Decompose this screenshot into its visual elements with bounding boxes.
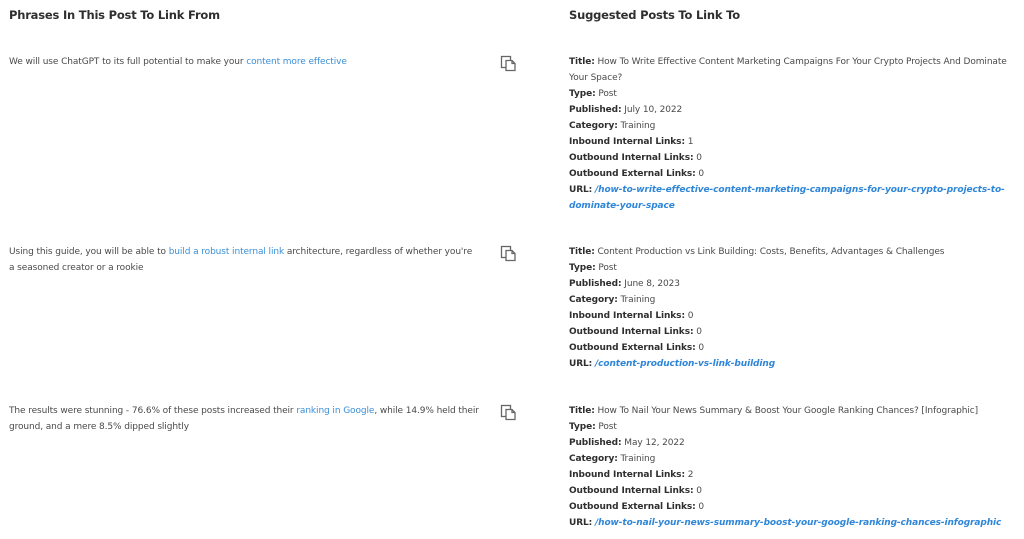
post-title: How To Write Effective Content Marketing Campaigns For Your Crypto Projects And Dominate Your Space? — [569, 57, 1007, 83]
external-links-label: Outbound External Links: — [569, 502, 696, 512]
outbound-links-label: Outbound Internal Links: — [569, 327, 694, 337]
post-published-date: July 10, 2022 — [624, 105, 683, 115]
copy-icon[interactable] — [500, 245, 517, 262]
post-published-date: June 8, 2023 — [624, 279, 680, 289]
inbound-links-label: Inbound Internal Links: — [569, 137, 685, 147]
type-label: Type: — [569, 422, 596, 432]
phrase-text — [9, 403, 479, 435]
copy-icon[interactable] — [500, 55, 517, 72]
phrase-link[interactable]: content more effective — [246, 57, 347, 67]
post-category: Training — [620, 454, 656, 464]
post-type: Post — [598, 263, 617, 273]
category-label: Category: — [569, 121, 618, 131]
type-label: Type: — [569, 89, 596, 99]
external-links-count: 0 — [698, 169, 705, 179]
outbound-links-count: 0 — [696, 153, 702, 163]
url-label: URL: — [569, 518, 593, 528]
inbound-links-count: 0 — [687, 311, 694, 321]
title-label: Title: — [569, 247, 595, 257]
outbound-links-label: Outbound Internal Links: — [569, 486, 694, 496]
phrase-text — [9, 54, 479, 70]
inbound-links-count: 1 — [687, 137, 694, 147]
inbound-links-label: Inbound Internal Links: — [569, 470, 685, 480]
post-published-date: May 12, 2022 — [624, 438, 685, 448]
url-label: URL: — [569, 185, 593, 195]
phrases-column-header: Phrases In This Post To Link From — [9, 8, 220, 22]
title-label: Title: — [569, 57, 595, 67]
published-label: Published: — [569, 105, 622, 115]
category-label: Category: — [569, 295, 618, 305]
inbound-links-count: 2 — [687, 470, 694, 480]
external-links-label: Outbound External Links: — [569, 343, 696, 353]
suggested-post — [569, 403, 1017, 531]
suggested-post — [569, 244, 1017, 372]
external-links-label: Outbound External Links: — [569, 169, 696, 179]
type-label: Type: — [569, 263, 596, 273]
external-links-count: 0 — [698, 343, 705, 353]
suggested-posts-column-header: Suggested Posts To Link To — [569, 8, 740, 22]
phrase-text-before: Using this guide, you will be able to — [9, 247, 169, 257]
post-category: Training — [620, 295, 656, 305]
category-label: Category: — [569, 454, 618, 464]
post-url-link[interactable]: /content-production-vs-link-building — [594, 359, 776, 369]
outbound-links-count: 0 — [696, 486, 702, 496]
suggested-post — [569, 54, 1017, 214]
title-label: Title: — [569, 406, 595, 416]
external-links-count: 0 — [698, 502, 705, 512]
post-category: Training — [620, 121, 656, 131]
phrase-text-before: The results were stunning - 76.6% of these posts increased their — [9, 406, 297, 416]
post-title: How To Nail Your News Summary & Boost Your Google Ranking Chances? [Infographic] — [597, 406, 978, 416]
published-label: Published: — [569, 279, 622, 289]
post-type: Post — [598, 422, 617, 432]
outbound-links-count: 0 — [696, 327, 702, 337]
outbound-links-label: Outbound Internal Links: — [569, 153, 694, 163]
phrase-text-before: We will use ChatGPT to its full potential to make your — [9, 57, 247, 67]
inbound-links-label: Inbound Internal Links: — [569, 311, 685, 321]
url-label: URL: — [569, 359, 593, 369]
phrase-text — [9, 244, 479, 276]
phrase-link[interactable]: build a robust internal link — [168, 247, 285, 257]
post-type: Post — [598, 89, 617, 99]
phrase-link[interactable]: ranking in Google — [296, 406, 375, 416]
post-title: Content Production vs Link Building: Costs, Benefits, Advantages & Challenges — [597, 247, 945, 257]
post-url-link[interactable]: /how-to-nail-your-news-summary-boost-your-google-ranking-chances-infographic — [594, 518, 1002, 528]
post-url-link[interactable]: /how-to-write-effective-content-marketing-campaigns-for-your-crypto-projects-to-dominate-your-space — [569, 185, 1005, 211]
phrase-text-after: architecture, regardless of whether you're a seasoned creator or a rookie — [9, 247, 473, 273]
copy-icon[interactable] — [500, 404, 517, 421]
phrase-text-after: , while 14.9% held their ground, and a mere 8.5% dipped slightly — [9, 406, 479, 432]
published-label: Published: — [569, 438, 622, 448]
